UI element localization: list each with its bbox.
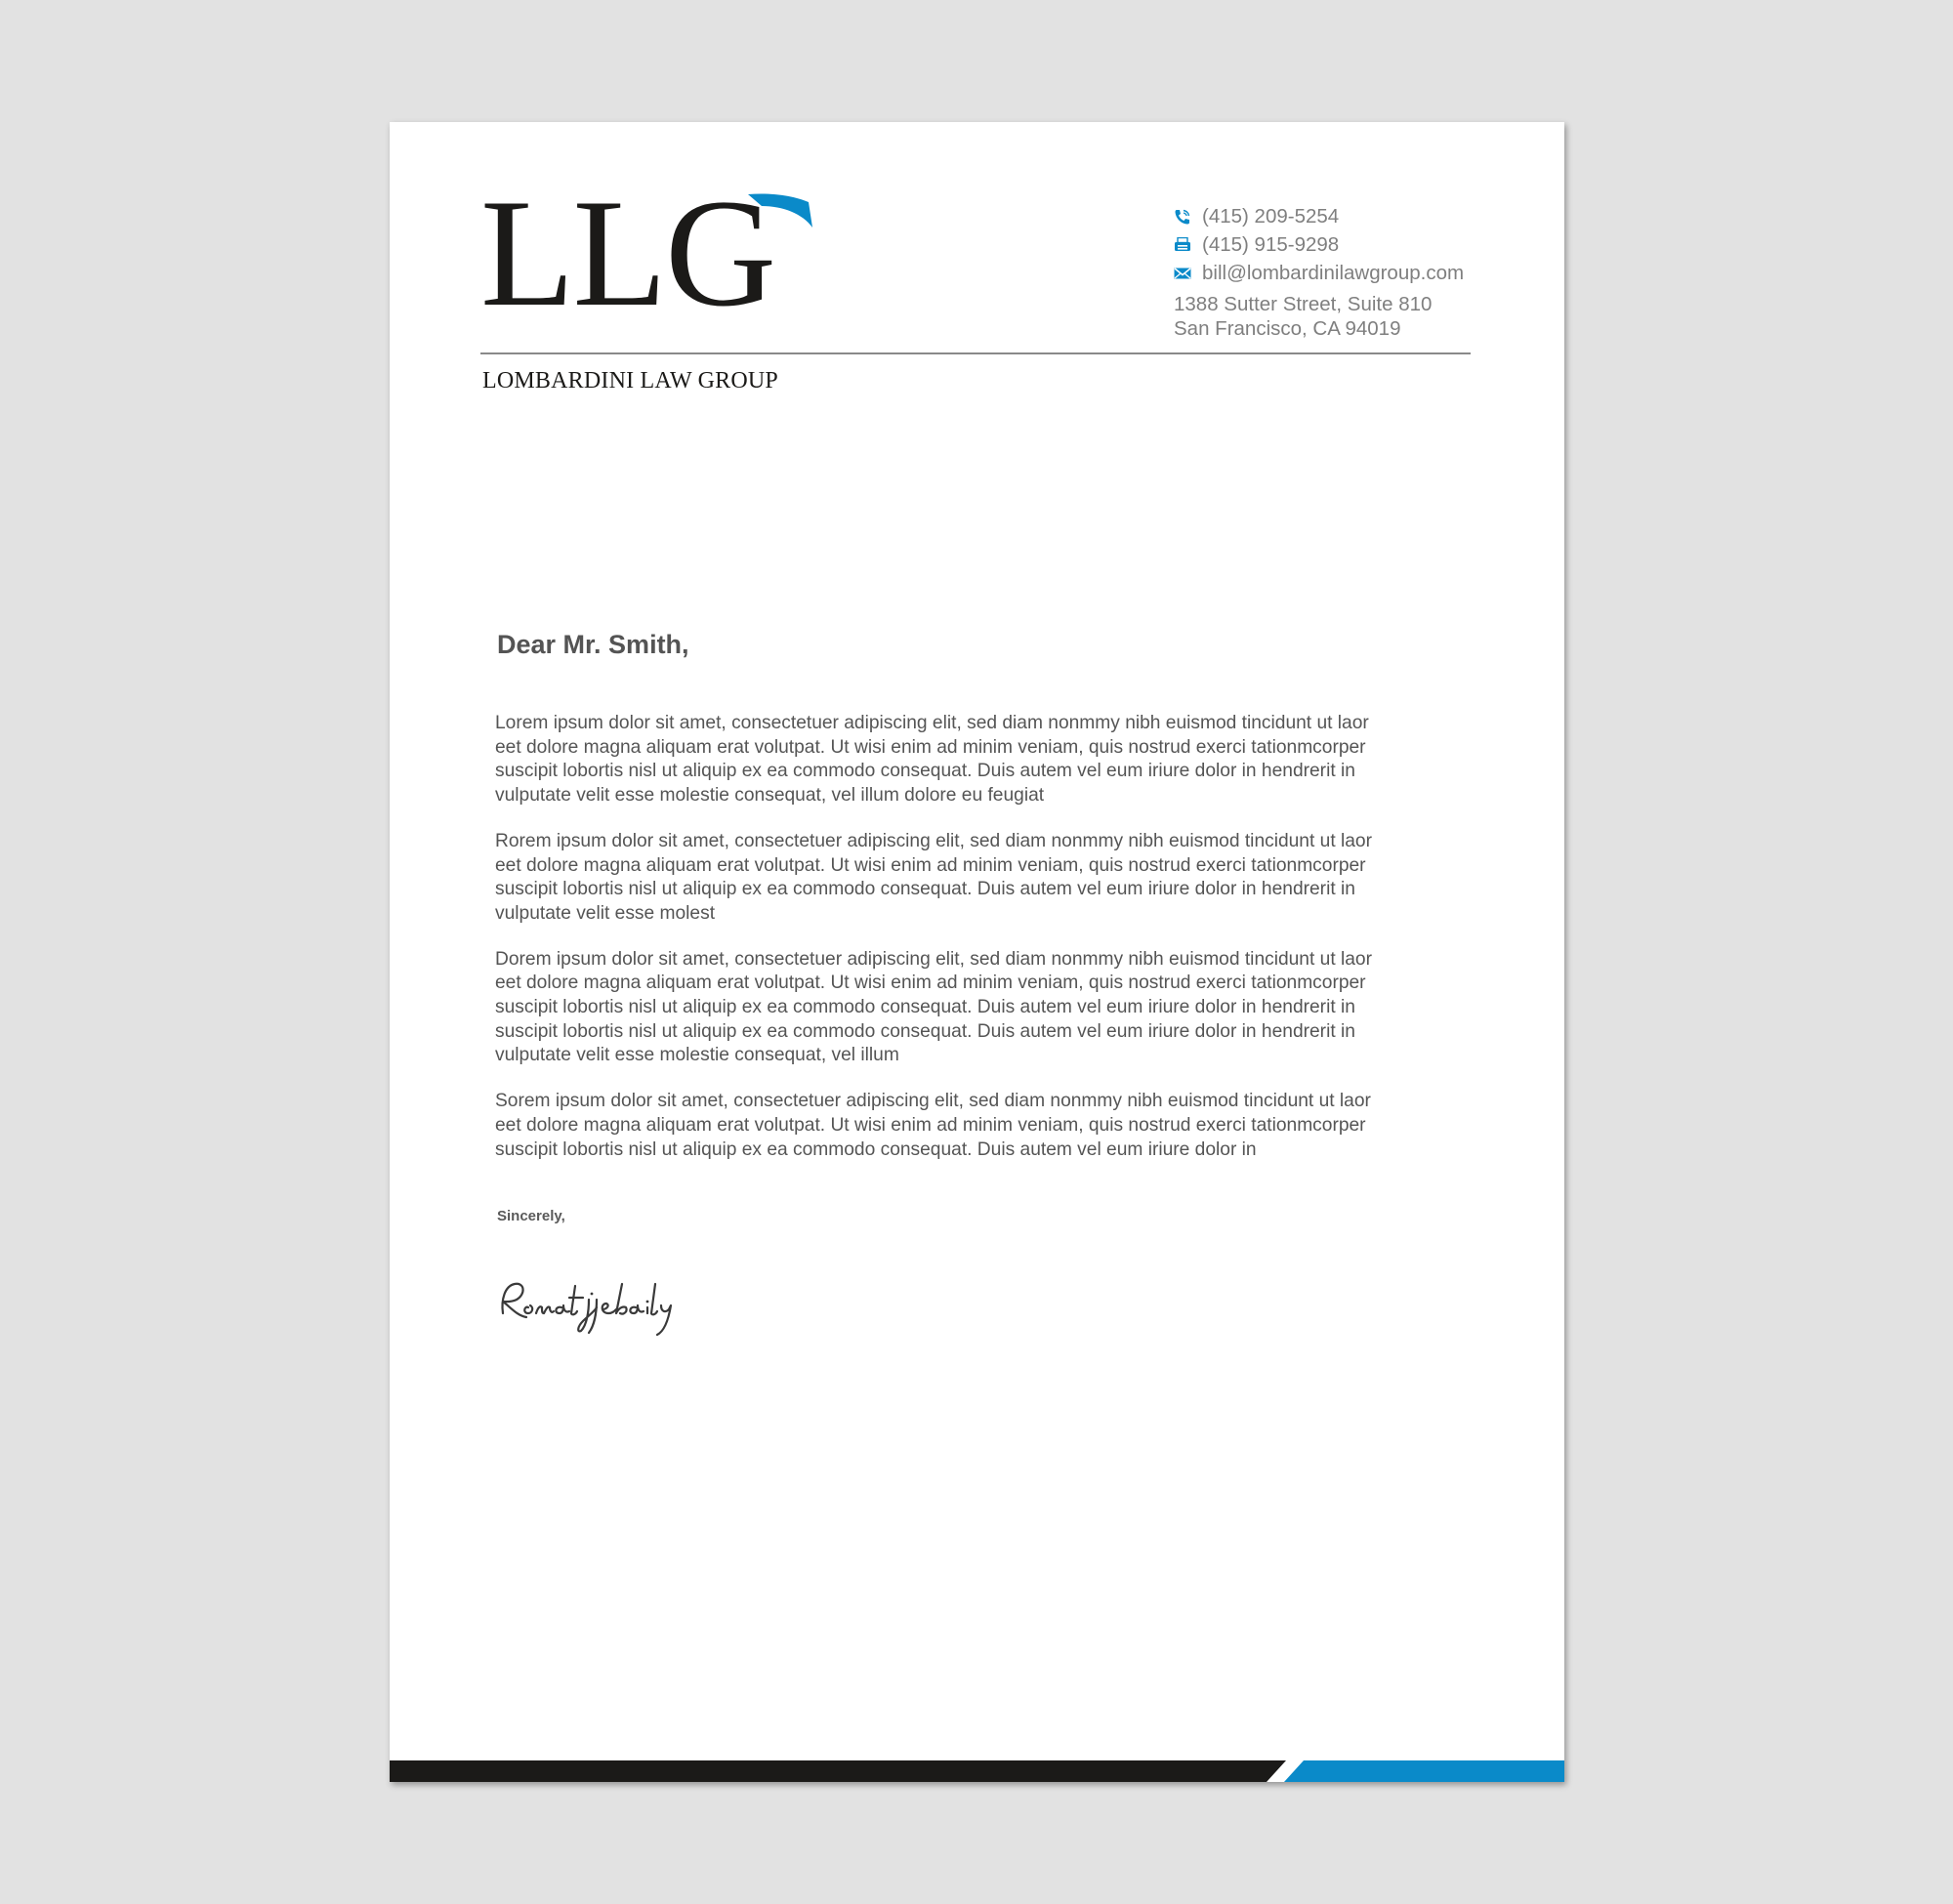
phone-icon xyxy=(1174,209,1191,225)
header-divider xyxy=(480,352,1471,354)
company-logo xyxy=(480,168,803,470)
letter-page xyxy=(390,122,1564,1782)
logo-monogram: LLG xyxy=(480,168,775,339)
phone-number: (415) 209-5254 xyxy=(1202,205,1340,228)
contact-fax xyxy=(1174,230,1432,259)
letter-body xyxy=(495,712,1462,1183)
logo-accent-swoosh xyxy=(744,192,814,245)
contact-phone xyxy=(1174,202,1432,230)
address-line-1: 1388 Sutter Street, Suite 810 xyxy=(1174,293,1433,315)
fax-icon xyxy=(1174,237,1191,253)
letter-closing: Sincerely, xyxy=(497,1208,565,1224)
footer-blue-band xyxy=(1284,1760,1564,1782)
mail-icon xyxy=(1174,266,1191,281)
body-paragraph: Lorem ipsum dolor sit amet, consectetuer adipiscing elit, sed diam nonmmy nibh euismod tincidunt ut laor eet dolore magna aliquam erat volutpat. Ut wisi enim ad minim veniam, quis nostrud exerci tationmcorper suscipit lobortis nisl ut aliquip ex ea commodo consequat. Duis autem vel eum iriure dolor in hendrerit in vulputate velit esse molestie consequat, vel illum dolore eu feugiat xyxy=(495,713,1369,807)
body-paragraph: Sorem ipsum dolor sit amet, consectetuer adipiscing elit, sed diam nonmmy nibh euismod tincidunt ut laor eet dolore magna aliquam erat volutpat. Ut wisi enim ad minim veniam, quis nostrud exerci tationmcorper suscipit lobortis nisl ut aliquip ex ea commodo consequat. Duis autem vel eum iriure dolor in xyxy=(495,1091,1371,1160)
logo-company-name: LOMBARDINI LAW GROUP xyxy=(482,368,778,393)
letter-greeting: Dear Mr. Smith, xyxy=(497,630,689,659)
postal-address xyxy=(1174,292,1432,341)
contact-block xyxy=(1174,202,1465,341)
footer-dark-band xyxy=(390,1760,1286,1782)
address-line-2: San Francisco, CA 94019 xyxy=(1174,317,1401,340)
body-paragraph: Rorem ipsum dolor sit amet, consectetuer adipiscing elit, sed diam nonmmy nibh euismod tincidunt ut laor eet dolore magna aliquam erat volutpat. Ut wisi enim ad minim veniam, quis nostrud exerci tationmcorper suscipit lobortis nisl ut aliquip ex ea commodo consequat. Duis autem vel eum iriure dolor in hendrerit in vulputate velit esse molest xyxy=(495,830,1372,924)
contact-email xyxy=(1174,259,1465,287)
body-paragraph: Dorem ipsum dolor sit amet, consectetuer adipiscing elit, sed diam nonmmy nibh euismod tincidunt ut laor eet dolore magna aliquam erat volutpat. Ut wisi enim ad minim veniam, quis nostrud exerci tationmcorper suscipit lobortis nisl ut aliquip ex ea commodo consequat. Duis autem vel eum iriure dolor in hendrerit in suscipit lobortis nisl ut aliquip ex ea commodo consequat. Duis autem vel eum iriure dolor in hendrerit in vulputate velit esse molestie consequat, vel illum xyxy=(495,948,1372,1066)
email-address: bill@lombardinilawgroup.com xyxy=(1202,262,1465,284)
fax-number: (415) 915-9298 xyxy=(1202,233,1340,256)
handwritten-signature xyxy=(493,1272,698,1341)
footer-stripe xyxy=(390,1760,1564,1782)
